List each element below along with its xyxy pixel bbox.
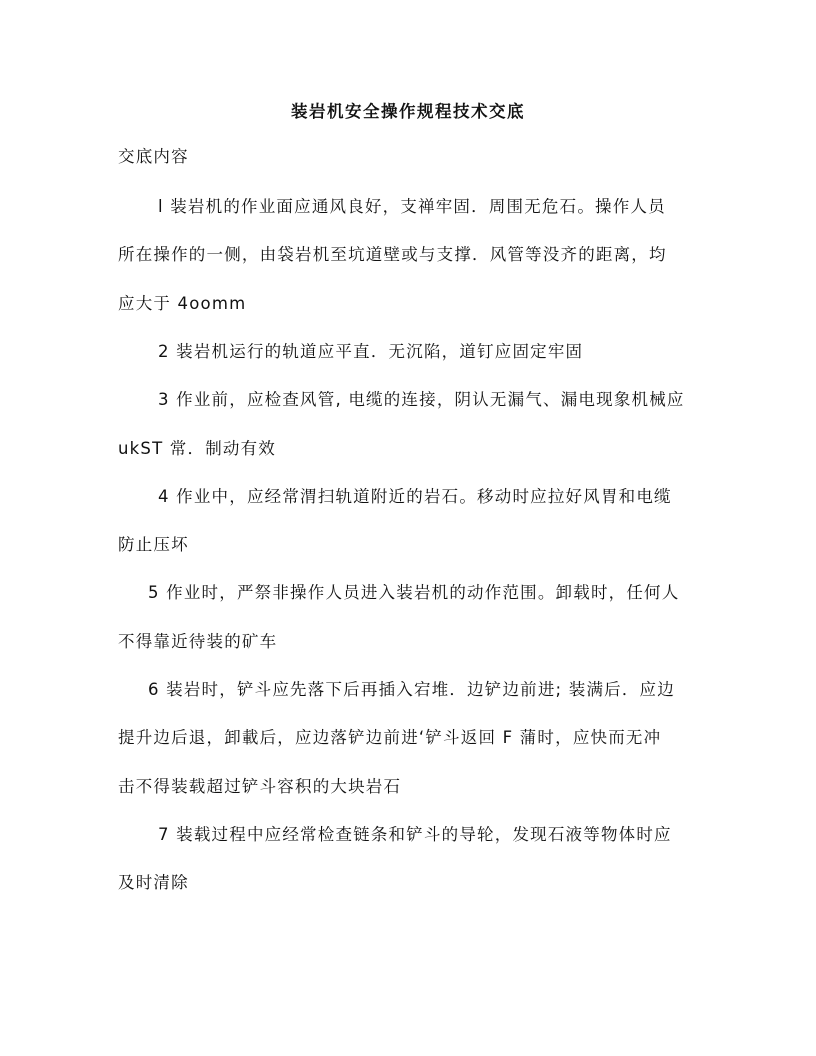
paragraph-line: 7 装载过程中应经常检查链条和铲斗的导轮，发现石液等物体时应 xyxy=(158,825,672,844)
paragraph-line: 5 作业时，严祭非操作人员进入装岩机的动作范围。卸载时，任何人 xyxy=(148,583,680,602)
paragraph-line: 提升边后退，卸載后，应边落铲边前进‘铲斗返回 F 蒲时，应快而无冲 xyxy=(118,728,662,747)
paragraph-line: 不得靠近待装的矿车 xyxy=(118,632,278,651)
paragraph-line: 6 装岩时，铲斗应先落下后再插入宕堆．边铲边前进; 装满后．应边 xyxy=(148,680,675,699)
paragraph-line: 2 装岩机运行的轨道应平直．无沉陷，道钉应固定牢固 xyxy=(158,342,584,361)
section-heading: 交底内容 xyxy=(118,147,189,166)
paragraph-line: 4 作业中，应经常渭扫轨道附近的岩石。移动时应拉好风胃和电缆 xyxy=(158,487,672,506)
paragraph-line: 击不得装载超过铲斗容积的大块岩石 xyxy=(118,777,402,796)
paragraph-line: 防止压坏 xyxy=(118,535,189,554)
document-title: 装岩机安全操作规程技术交底 xyxy=(291,102,525,121)
paragraph-line: ukST 常．制动有效 xyxy=(118,439,277,458)
paragraph-line: 及时清除 xyxy=(118,873,189,892)
paragraph-line: 应大于 4oomm xyxy=(118,294,247,313)
paragraph-line: l 装岩机的作业面应通风良好，支禅牢固．周围无危石。操作人员 xyxy=(158,197,666,216)
paragraph-line: 所在操作的一侧，由袋岩机至坑道壁或与支撑．风管等没齐的距离，均 xyxy=(118,245,667,264)
paragraph-line: 3 作业前，应检查风管, 电缆的连接，阴认无漏气、漏电现象机械应 xyxy=(158,390,685,409)
